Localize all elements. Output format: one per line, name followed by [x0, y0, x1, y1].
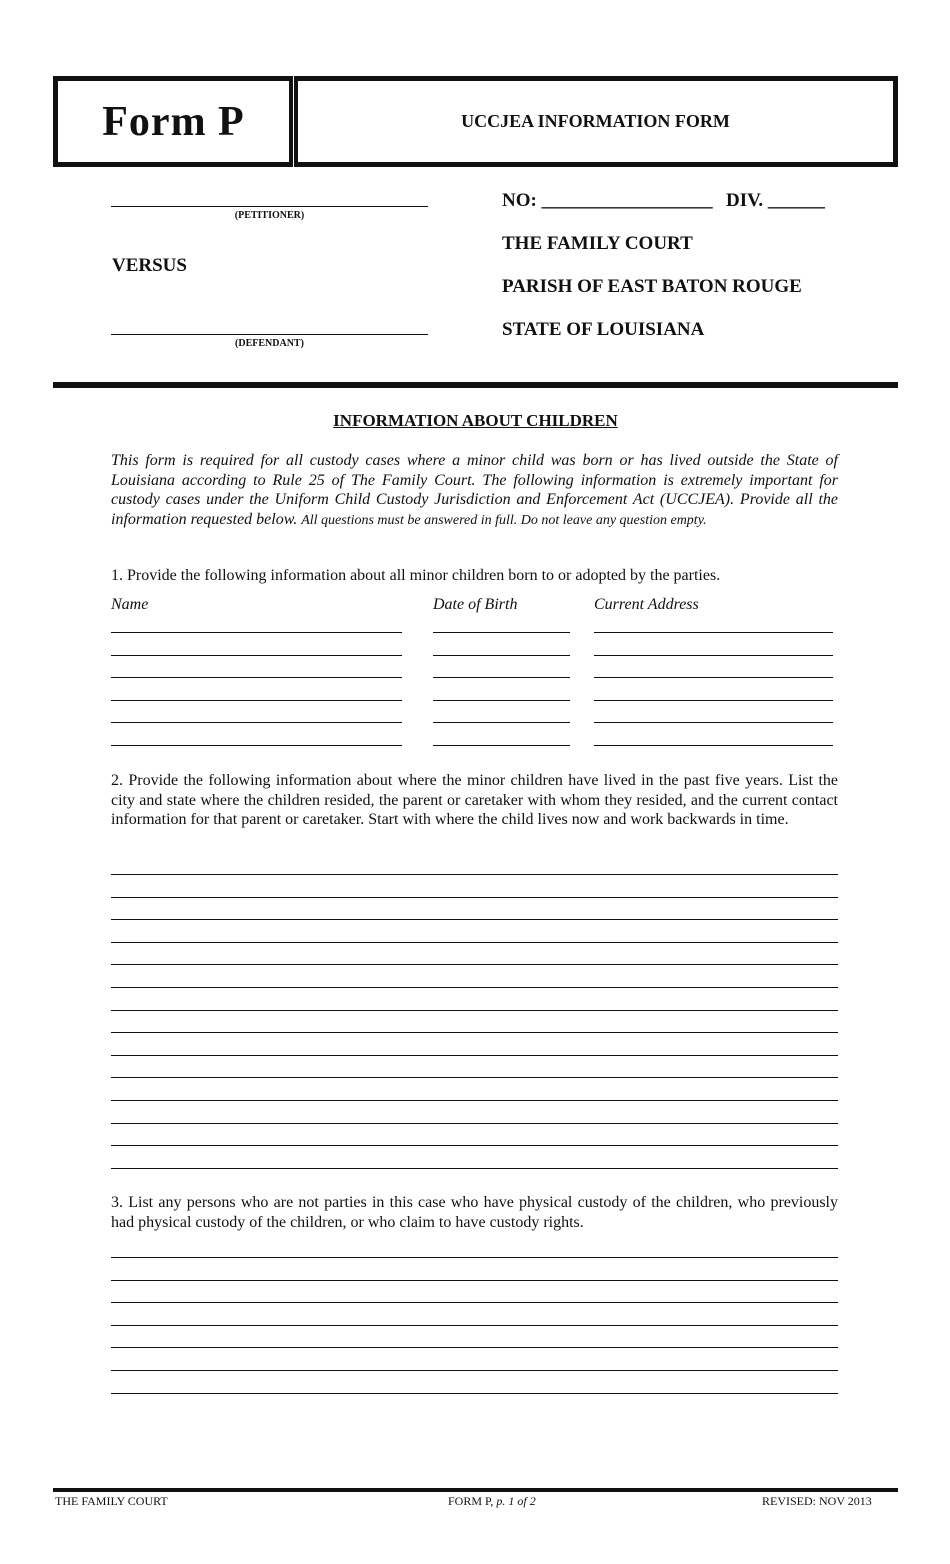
- child-address-field[interactable]: [594, 745, 833, 746]
- child-name-field[interactable]: [111, 632, 402, 633]
- residence-history-line[interactable]: [111, 942, 838, 943]
- court-name: THE FAMILY COURT: [502, 233, 693, 254]
- residence-history-line[interactable]: [111, 919, 838, 920]
- defendant-field[interactable]: [111, 334, 428, 335]
- footer-page-number: p. 1 of 2: [496, 1494, 536, 1508]
- residence-history-line[interactable]: [111, 964, 838, 965]
- column-dob: Date of Birth: [433, 596, 518, 613]
- residence-history-line[interactable]: [111, 1077, 838, 1078]
- child-address-field[interactable]: [594, 700, 833, 701]
- footer-rule: [53, 1488, 898, 1492]
- other-custodian-line[interactable]: [111, 1257, 838, 1258]
- other-custodian-line[interactable]: [111, 1370, 838, 1371]
- section-heading: INFORMATION ABOUT CHILDREN: [333, 411, 618, 430]
- other-custodian-line[interactable]: [111, 1347, 838, 1348]
- parish-name: PARISH OF EAST BATON ROUGE: [502, 276, 802, 297]
- intro-main: This form is required for all custody cases where a minor child was born or has lived outside the State of Louisiana according to Rule 25 of The Family Court. The following information is extremely important for custody cases under the Uniform Child Custody Jurisdiction and Enforcement Act (UCCJEA). Provide all the information requested below.: [111, 452, 838, 528]
- child-dob-field[interactable]: [433, 632, 570, 633]
- residence-history-line[interactable]: [111, 1123, 838, 1124]
- footer-court: THE FAMILY COURT: [55, 1494, 168, 1508]
- footer-page-prefix: FORM P,: [448, 1494, 497, 1508]
- residence-history-line[interactable]: [111, 987, 838, 988]
- child-name-field[interactable]: [111, 722, 402, 723]
- child-name-field[interactable]: [111, 700, 402, 701]
- child-address-field[interactable]: [594, 655, 833, 656]
- other-custodian-line[interactable]: [111, 1280, 838, 1281]
- child-name-field[interactable]: [111, 745, 402, 746]
- question-1-text: 1. Provide the following information about all minor children born to or adopted by the parties.: [111, 567, 721, 584]
- residence-history-line[interactable]: [111, 897, 838, 898]
- child-address-field[interactable]: [594, 632, 833, 633]
- child-dob-field[interactable]: [433, 700, 570, 701]
- column-name: Name: [111, 596, 149, 613]
- child-address-field[interactable]: [594, 677, 833, 678]
- footer-page: [448, 1494, 536, 1509]
- versus-label: VERSUS: [112, 255, 187, 276]
- residence-history-line[interactable]: [111, 1032, 838, 1033]
- residence-history-line[interactable]: [111, 1168, 838, 1169]
- child-dob-field[interactable]: [433, 745, 570, 746]
- other-custodian-line[interactable]: [111, 1302, 838, 1303]
- header-divider-gap: [293, 76, 294, 167]
- child-name-field[interactable]: [111, 677, 402, 678]
- residence-history-line[interactable]: [111, 1145, 838, 1146]
- other-custodian-line[interactable]: [111, 1393, 838, 1394]
- residence-history-line[interactable]: [111, 1055, 838, 1056]
- petitioner-field[interactable]: [111, 206, 428, 207]
- residence-history-line[interactable]: [111, 1010, 838, 1011]
- child-address-field[interactable]: [594, 722, 833, 723]
- form-title: UCCJEA INFORMATION FORM: [461, 111, 730, 131]
- footer-revised: REVISED: NOV 2013: [762, 1494, 872, 1508]
- petitioner-label: (PETITIONER): [234, 210, 305, 221]
- column-address: Current Address: [594, 596, 699, 613]
- caption-divider: [53, 382, 898, 388]
- defendant-label: (DEFENDANT): [235, 338, 304, 349]
- division-field[interactable]: DIV. ______: [726, 190, 825, 211]
- intro-small: All questions must be answered in full. Do not leave any question empty.: [301, 512, 707, 528]
- child-dob-field[interactable]: [433, 722, 570, 723]
- residence-history-line[interactable]: [111, 1100, 838, 1101]
- other-custodian-line[interactable]: [111, 1325, 838, 1326]
- case-number-field[interactable]: NO: __________________: [502, 190, 713, 211]
- child-name-field[interactable]: [111, 655, 402, 656]
- child-dob-field[interactable]: [433, 677, 570, 678]
- question-2-text: 2. Provide the following information about where the minor children have lived in the past five years. List the city and state where the children resided, the parent or caretaker with whom they resided, and the current contact information for that parent or caretaker. Start with where the child lives now and work backwards in time.: [111, 772, 838, 828]
- state-name: STATE OF LOUISIANA: [502, 319, 705, 340]
- intro-paragraph: [111, 451, 838, 530]
- form-id: Form P: [102, 98, 245, 145]
- question-3-text: 3. List any persons who are not parties in this case who have physical custody of the children, who previously had physical custody of the children, or who claim to have custody rights.: [111, 1194, 838, 1231]
- residence-history-line[interactable]: [111, 874, 838, 875]
- child-dob-field[interactable]: [433, 655, 570, 656]
